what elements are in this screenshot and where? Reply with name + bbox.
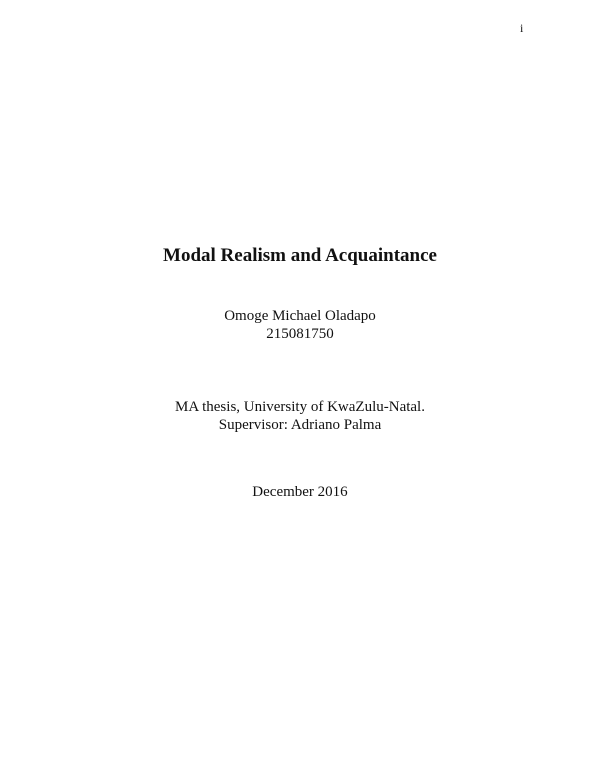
supervisor-line: Supervisor: Adriano Palma	[218, 417, 382, 433]
author-name: Omoge Michael Oladapo	[224, 308, 376, 324]
student-number: 215081750	[266, 326, 334, 342]
thesis-title: Modal Realism and Acquaintance	[163, 245, 437, 266]
degree-line: MA thesis, University of KwaZulu-Natal.	[175, 399, 425, 415]
page-number: i	[520, 21, 524, 35]
submission-date: December 2016	[252, 484, 348, 500]
